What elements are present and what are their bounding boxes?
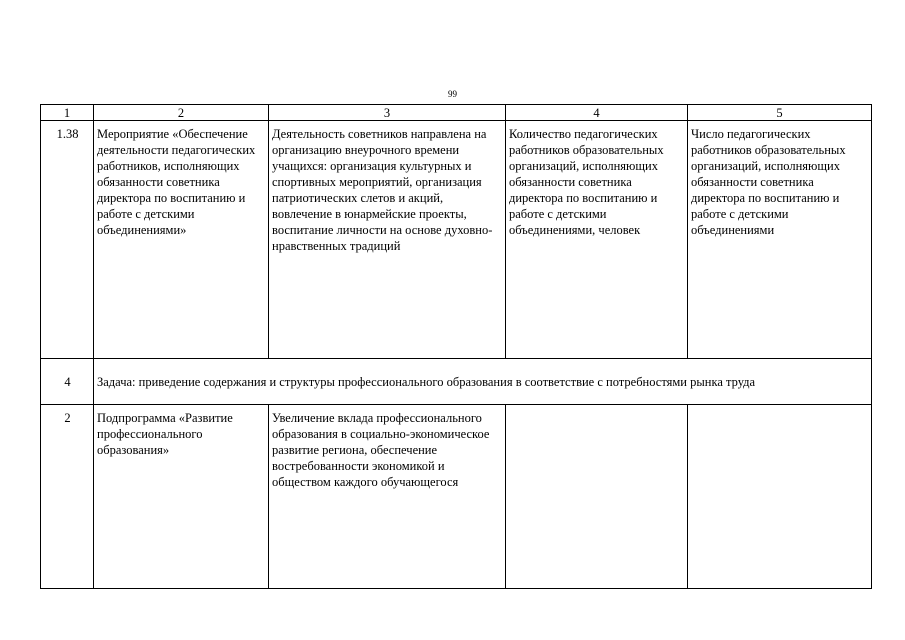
item-name: Мероприятие «Обеспечение деятельности педагогических работников, исполняющих обязанности советника директора по воспитанию и работе с детскими объединениями» xyxy=(94,121,269,359)
table-row-task xyxy=(41,359,872,405)
item-result xyxy=(688,405,872,589)
item-description: Увеличение вклада профессионального образования в социально-экономическое развитие региона, обеспечение востребованности экономикой и обществом каждого обучающегося xyxy=(269,405,506,589)
column-header-2: 2 xyxy=(94,105,269,121)
row-number: 4 xyxy=(41,359,94,405)
column-header-1: 1 xyxy=(41,105,94,121)
table-row xyxy=(41,121,872,359)
row-number: 1.38 xyxy=(41,121,94,359)
item-indicator xyxy=(506,405,688,589)
item-result: Число педагогических работников образовательных организаций, исполняющих обязанности советника директора по воспитанию и работе с детскими объединениями xyxy=(688,121,872,359)
page-number: 99 xyxy=(448,89,457,99)
item-indicator: Количество педагогических работников образовательных организаций, исполняющих обязанности советника директора по воспитанию и работе с детскими объединениями, человек xyxy=(506,121,688,359)
row-number: 2 xyxy=(41,405,94,589)
column-header-3: 3 xyxy=(269,105,506,121)
item-description: Деятельность советников направлена на организацию внеурочного времени учащихся: организация культурных и спортивных мероприятий, организация патриотических слетов и акций, вовлечение в юнармейские проекты, воспитание личности на основе духовно-нравственных традиций xyxy=(269,121,506,359)
column-header-4: 4 xyxy=(506,105,688,121)
table-header-row xyxy=(41,105,872,121)
table-row xyxy=(41,405,872,589)
column-header-5: 5 xyxy=(688,105,872,121)
program-table xyxy=(40,104,872,589)
item-name: Подпрограмма «Развитие профессионального образования» xyxy=(94,405,269,589)
task-text: Задача: приведение содержания и структуры профессионального образования в соответствие с потребностями рынка труда xyxy=(94,359,872,405)
